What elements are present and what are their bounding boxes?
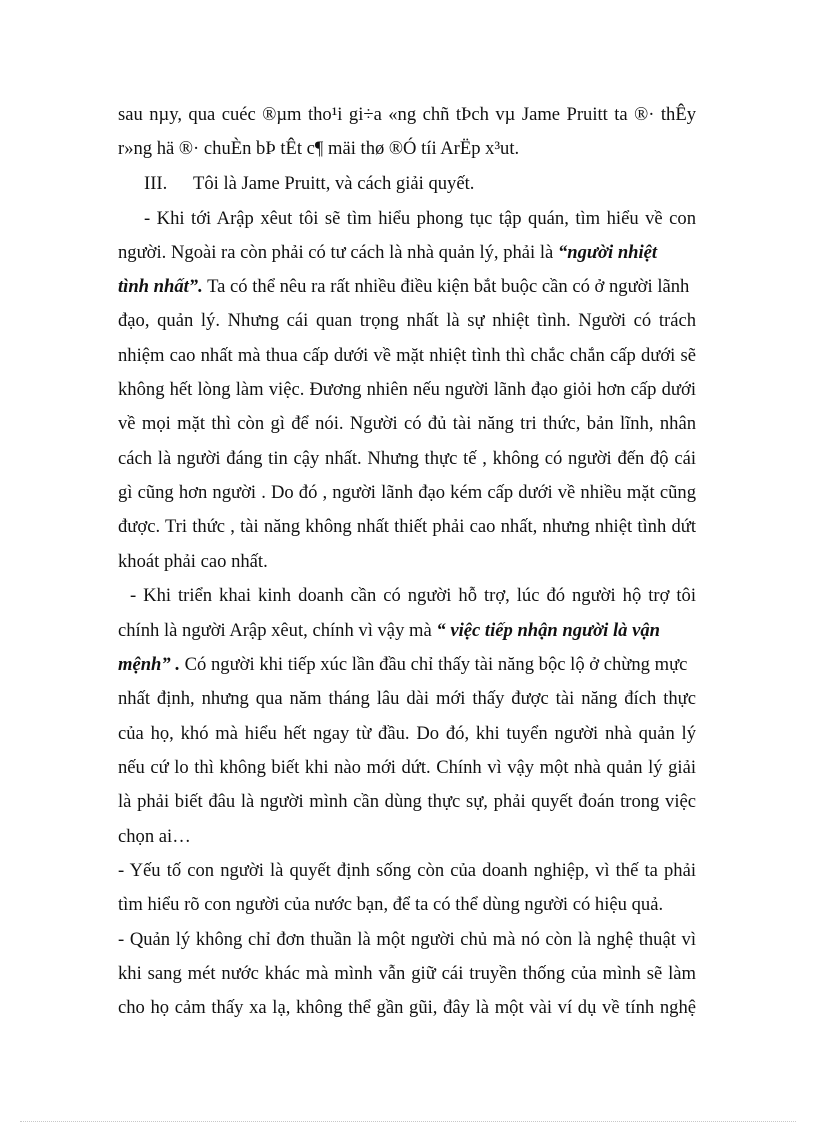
body-text: Ta có thể nêu ra rất nhiều điều kiện bắt buộc cần có ở người lãnh (207, 276, 690, 297)
body-line: chọn ai… (118, 826, 191, 847)
body-line (118, 241, 657, 265)
body-line: đạo, quản lý. Nhưng cái quan trọng nhất là sự nhiệt tình. Người có trách (118, 310, 696, 331)
body-text: Có người khi tiếp xúc lần đầu chỉ thấy tài năng bộc lộ ở chừng mực (184, 654, 688, 675)
body-line: được. Tri thức , tài năng không nhất thiết phải cao nhất, nhưng nhiệt tình dứt (118, 516, 696, 537)
body-line: không hết lòng làm việc. Đương nhiên nếu người lãnh đạo giỏi hơn cấp dưới (118, 379, 696, 400)
body-line: r»ng hä ®· chuÈn bÞ tÊt c¶ mäi thø ®Ó tíi ArËp x³ut. (118, 138, 520, 159)
body-line: - Khi triển khai kinh doanh cần có người hỗ trợ, lúc đó người hộ trợ tôi (130, 585, 696, 606)
section-number: III. (144, 173, 168, 194)
emphasis-text: “ việc tiếp nhận người là vận (436, 620, 660, 641)
emphasis-text: “người nhiệt (557, 242, 658, 263)
body-line (118, 653, 687, 677)
body-text: chính là người Arập xêut, chính vì vậy mà (118, 620, 432, 641)
body-line: - Khi tới Arập xêut tôi sẽ tìm hiểu phong tục tập quán, tìm hiểu về con (144, 208, 696, 229)
body-text: người. Ngoài ra còn phải có tư cách là nhà quản lý, phải là (118, 242, 554, 263)
emphasis-text: mệnh” . (118, 654, 180, 675)
body-line (118, 619, 660, 643)
body-line: - Quản lý không chỉ đơn thuần là một người chủ mà nó còn là nghệ thuật vì (118, 929, 696, 950)
body-line: tìm hiểu rõ con người của nước bạn, để ta có thể dùng người có hiệu quả. (118, 894, 664, 915)
page-bottom-border (20, 1121, 796, 1122)
body-line: là phải biết đâu là người mình cần dùng thực sự, phải quyết đoán trong việc (118, 791, 696, 812)
body-line: gì cũng hơn người . Do đó , người lãnh đạo kém cấp dưới về nhiều mặt cũng (118, 482, 696, 503)
body-line: nhất định, nhưng qua năm tháng lâu dài mới thấy được tài năng đích thực (118, 688, 696, 709)
body-line: nhiệm cao nhất mà thua cấp dưới về mặt nhiệt tình thì chắc chắn cấp dưới sẽ (118, 345, 696, 366)
body-line: nếu cứ lo thì không biết khi nào mới dứt. Chính vì vậy một nhà quản lý giải (118, 757, 696, 778)
body-line: của họ, khó mà hiểu hết ngay từ đầu. Do đó, khi tuyển người nhà quản lý (118, 723, 696, 744)
body-line (118, 275, 689, 299)
body-line: cho họ cảm thấy xa lạ, không thể gần gũi, đây là một vài ví dụ về tính nghệ (118, 997, 696, 1018)
body-line: - Yếu tố con người là quyết định sống còn của doanh nghiệp, vì thế ta phải (118, 860, 696, 881)
emphasis-text: tình nhất”. (118, 276, 203, 297)
body-line: khoát phải cao nhất. (118, 551, 268, 572)
body-line: khi sang mét nước khác mà mình vẫn giữ cái truyền thống của mình sẽ làm (118, 963, 696, 984)
body-line: về mọi mặt thì còn gì để nói. Người có đủ tài năng tri thức, bản lĩnh, nhân (118, 413, 696, 434)
section-heading: Tôi là Jame Pruitt, và cách giải quyết. (193, 173, 475, 194)
body-line: sau nµy, qua cuéc ®µm tho¹i gi÷a «ng chñ tÞch vµ Jame Pruitt ta ®· thÊy (118, 104, 696, 125)
body-line: cách là người đáng tin cậy nhất. Nhưng thực tế , không có người đến độ cái (118, 448, 696, 469)
